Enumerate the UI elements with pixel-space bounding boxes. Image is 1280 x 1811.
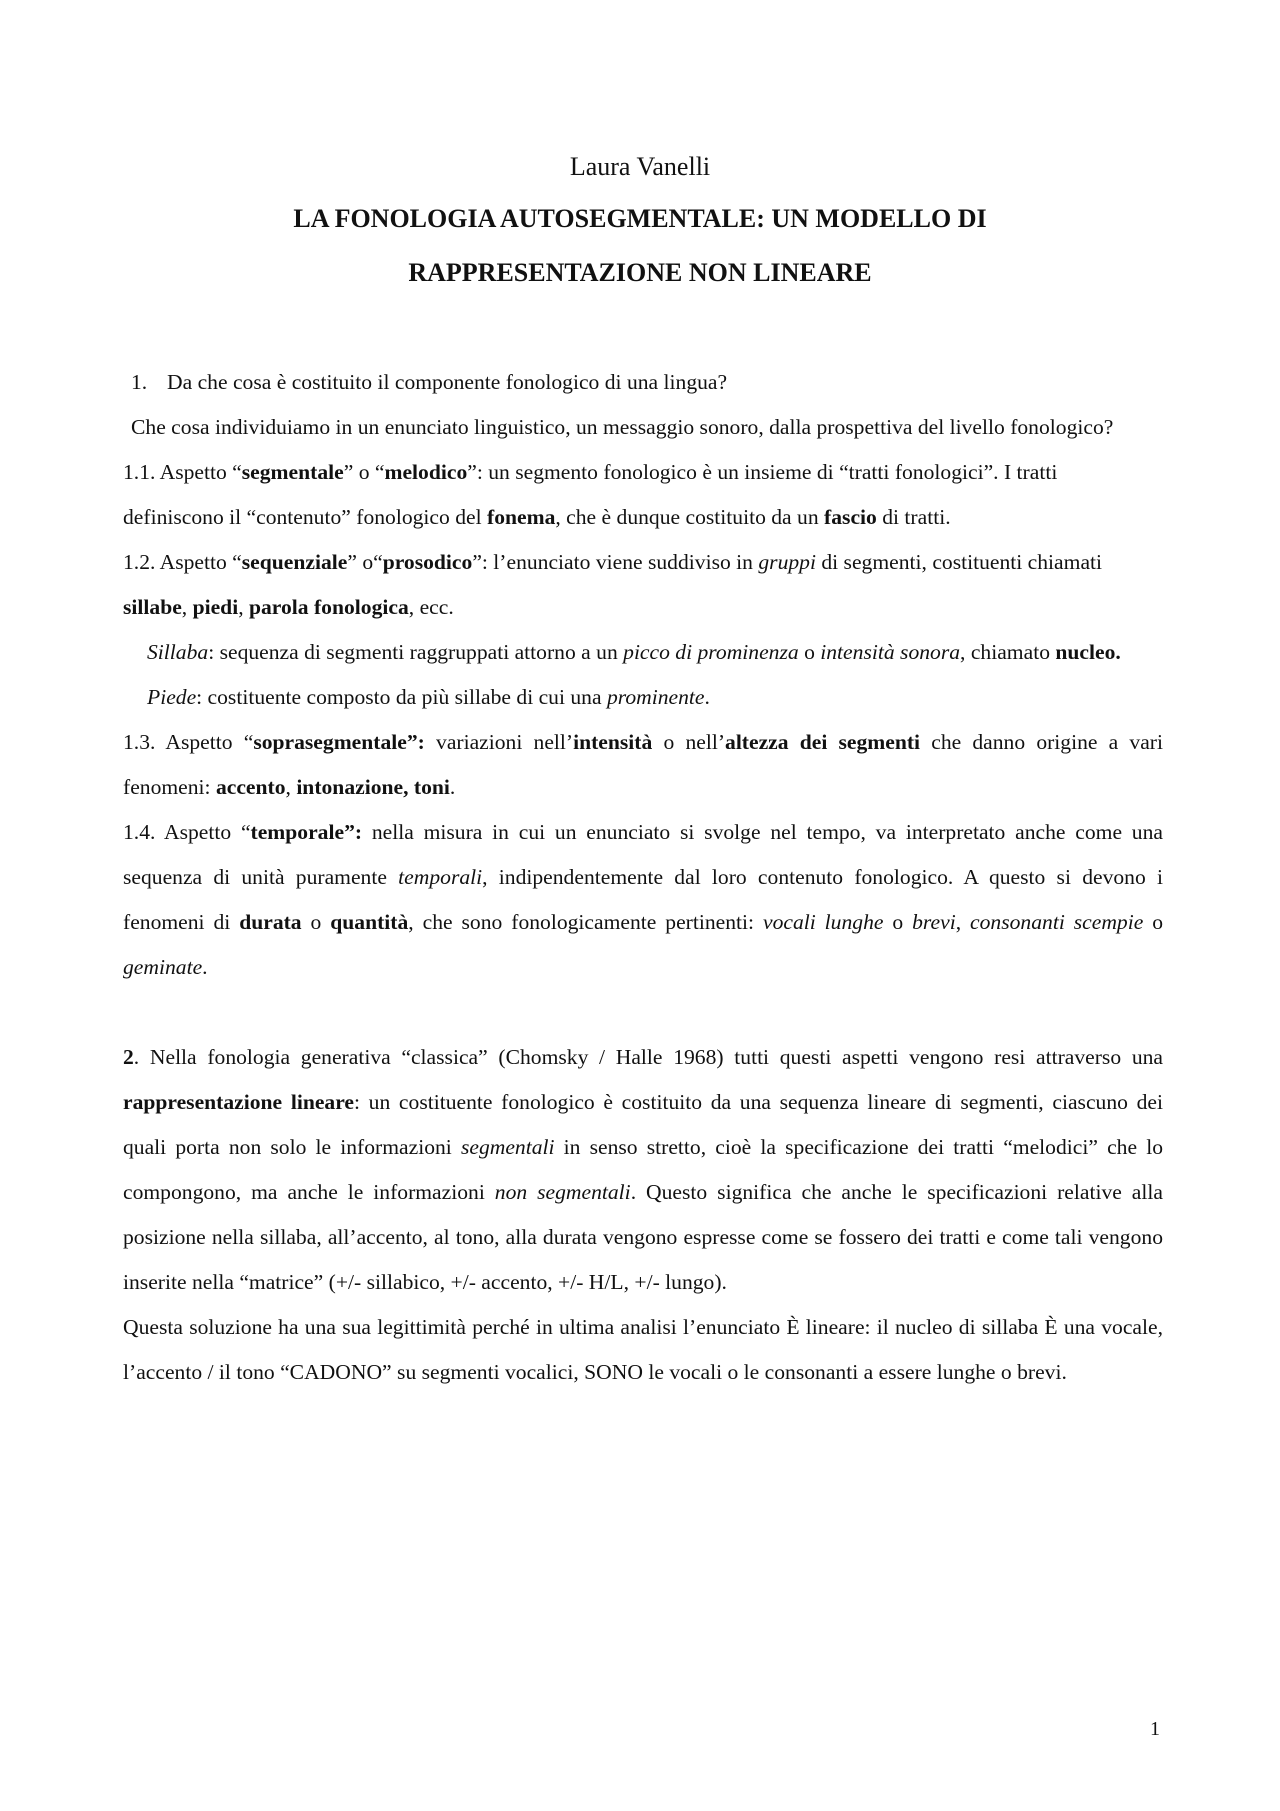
title-line-1: LA FONOLOGIA AUTOSEGMENTALE: UN MODELLO DI xyxy=(293,204,987,233)
text-run: , ecc. xyxy=(408,595,454,619)
text-run: 1.4. Aspetto “ xyxy=(123,820,251,844)
definition-sillaba xyxy=(123,630,1163,675)
section-2 xyxy=(123,1035,1163,1305)
paragraph-gap xyxy=(123,990,1163,1035)
title-line-2: RAPPRESENTAZIONE NON LINEARE xyxy=(408,258,872,287)
text-run: o xyxy=(798,640,821,664)
question-followup: Che cosa individuiamo in un enunciato linguistico, un messaggio sonoro, dalla prospettiva del livello fonologico? xyxy=(131,415,1114,439)
term: nucleo. xyxy=(1055,640,1121,664)
term: fonema xyxy=(487,505,556,529)
text-run: , che è dunque costituito da un xyxy=(555,505,825,529)
section-2-continuation: Questa soluzione ha una sua legittimità perché in ultima analisi l’enunciato È lineare: il nucleo di sillaba È una vocale, l’accento / il tono “CADONO” su segmenti vocalici, SONO le vocali o le consonanti a essere lunghe o brevi. xyxy=(123,1315,1163,1384)
text-run: , indipendentemente dal loro contenuto fonologico. A questo si devono i fenomeni di xyxy=(123,865,1163,934)
section-1-2 xyxy=(123,540,1163,630)
text-run: ” o“ xyxy=(347,550,383,574)
emphasis: consonanti scempie xyxy=(970,910,1144,934)
text-run: o xyxy=(301,910,331,934)
page-number: 1 xyxy=(1150,1718,1160,1740)
text-run: , xyxy=(955,910,971,934)
term: altezza dei segmenti xyxy=(725,730,921,754)
question-1 xyxy=(123,360,1163,405)
definition-piede xyxy=(123,675,1163,720)
section-1-3 xyxy=(123,720,1163,810)
term: temporale”: xyxy=(250,820,363,844)
text-run: , xyxy=(238,595,249,619)
emphasis: vocali lunghe xyxy=(762,910,884,934)
text-run: , chiamato xyxy=(960,640,1056,664)
body-text xyxy=(123,360,1163,1395)
text-run: ” o “ xyxy=(343,460,385,484)
text-run: . Questo significa che anche le specificazioni relative alla posizione nella sillaba, all’accento, al tono, alla durata vengono espresse come se fossero dei tratti e come tali vengono inserite nella “matrice” (+/- sillabico, +/- accento, +/- H/L, +/- lungo). xyxy=(123,1180,1163,1294)
term: durata xyxy=(239,910,302,934)
term: melodico xyxy=(384,460,468,484)
emphasis: intensità sonora xyxy=(820,640,961,664)
text-run: o xyxy=(1143,910,1164,934)
term: quantità xyxy=(330,910,409,934)
text-run: ”: l’enunciato viene suddiviso in xyxy=(472,550,759,574)
author-name: Laura Vanelli xyxy=(569,152,711,181)
section-1-4 xyxy=(123,810,1163,990)
emphasis: prominente xyxy=(606,685,705,709)
text-run: nella misura in cui un enunciato si svolge nel tempo, va interpretato anche come una sequenza di unità puramente xyxy=(123,820,1163,889)
term: piedi xyxy=(192,595,239,619)
emphasis: segmentali xyxy=(460,1135,555,1159)
text-run: 1.2. Aspetto “ xyxy=(123,550,242,574)
question-number: 1. xyxy=(131,370,148,394)
text-run: . xyxy=(704,685,710,709)
emphasis: picco di prominenza xyxy=(623,640,799,664)
term: sillabe xyxy=(123,595,182,619)
term: fascio xyxy=(824,505,877,529)
term: segmentale xyxy=(241,460,344,484)
text-run: , xyxy=(181,595,193,619)
emphasis: non segmentali xyxy=(494,1180,631,1204)
emphasis: brevi xyxy=(912,910,956,934)
question-text: Da che cosa è costituito il componente fonologico di una lingua? xyxy=(167,370,728,394)
text-run: o xyxy=(883,910,913,934)
text-run: , xyxy=(285,775,297,799)
text-run: di segmenti, costituenti chiamati xyxy=(815,550,1103,574)
term: sequenziale xyxy=(241,550,348,574)
text-run: di tratti. xyxy=(876,505,951,529)
text-run: . Nella fonologia generativa “classica” (Chomsky / Halle 1968) tutti questi aspetti vengono resi attraverso una xyxy=(133,1045,1163,1069)
term: intonazione, toni xyxy=(296,775,450,799)
text-run: 1.1. Aspetto “ xyxy=(123,460,242,484)
text-run: : costituente composto da più sillabe di cui una xyxy=(196,685,607,709)
text-run: variazioni nell’ xyxy=(424,730,574,754)
text-run: o nell’ xyxy=(652,730,726,754)
emphasis: Piede xyxy=(147,685,197,709)
term: prosodico xyxy=(382,550,473,574)
text-run: in senso stretto, cioè la specificazione dei tratti “melodici” che lo compongono, ma anche le informazioni xyxy=(123,1135,1163,1204)
section-1-1 xyxy=(123,450,1163,540)
text-run: . xyxy=(202,955,208,979)
section-number: 2 xyxy=(123,1045,134,1069)
term: accento xyxy=(215,775,286,799)
text-run: 1.3. Aspetto “ xyxy=(123,730,254,754)
text-run: . xyxy=(449,775,456,799)
text-run: che danno origine a vari fenomeni: xyxy=(123,730,1163,799)
text-run: ”: un segmento fonologico è un insieme di “tratti fonologici”. I tratti definiscono il “contenuto” fonologico del xyxy=(123,460,1058,529)
term: intensità xyxy=(573,730,653,754)
emphasis: gruppi xyxy=(758,550,816,574)
emphasis: temporali xyxy=(398,865,483,889)
text-run: : un costituente fonologico è costituito da una sequenza lineare di segmenti, ciascuno dei quali porta non solo le informazioni xyxy=(123,1090,1163,1159)
term: rappresentazione lineare xyxy=(123,1090,354,1114)
emphasis: Sillaba xyxy=(147,640,209,664)
term: parola fonologica xyxy=(249,595,409,619)
term: soprasegmentale”: xyxy=(253,730,425,754)
text-run: , che sono fonologicamente pertinenti: xyxy=(408,910,763,934)
text-run: : sequenza di segmenti raggruppati attorno a un xyxy=(208,640,624,664)
emphasis: geminate xyxy=(123,955,203,979)
